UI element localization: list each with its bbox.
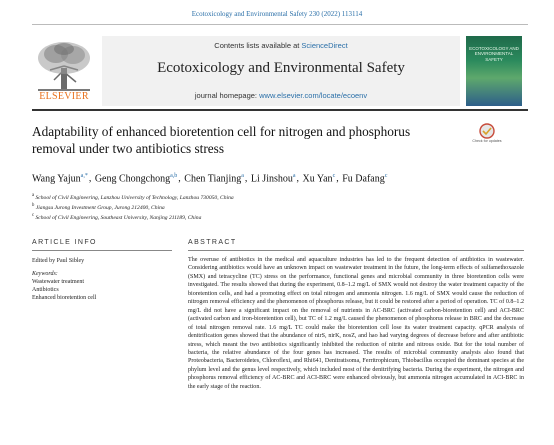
cover-title-text: ECOTOXICOLOGY AND ENVIRONMENTAL SAFETY (469, 46, 519, 62)
top-divider (32, 24, 528, 25)
abstract-text: The overuse of antibiotics in the medical and aquaculture industries has led to the frequent detection of antibiotics in wastewater. Considering antibiotics would have an unknown impact on wastewater treatment in the future, the long-term effects of sulfamethoxazole (SMX) and tetracycline (TC) stress on the performance, functional genes and microbial community in three bioretention cells were investigated. The results showed that during the experiment, 0.8–1.2 mg/L of SMX would not destroy the water treatment capacity of the bioretention cells, and had a promoting effect on total nitrogen and ammonia nitrogen. 1.6 mg/L of SMX would cause the reduction of nitrogen removal efficiency and the phenomenon of phosphorus release, but it could be restored after a period of operation. TC of 0.8–1.2 mg/L did not have a significant impact on the removal of nutrients in AC-BRC (activated carbon-bioretention cell) and ACI-BRC (activated carbon and iron-bioretention cell), but TC of 1.2 mg/L caused the phenomenon of phosphorus release in BRC and the decrease of total nitrogen removal rate. 1.6 mg/L TC could make the bioretention cell lose its water treatment capacity. qPCR analysis of denitrification genes showed that the abundance of nirS, nirK, nosZ, and hao had varying degrees of decrease before and after antibiotic stress, which meant the two antibiotics significantly inhibited the reduction of nitrite and nitrous oxide. But for the total number of bacteria, the relative abundance of the four genes has increased. The results of microbial community analysis also found that Proteobacteria, Bacteroidetes, Chloroflexi, and Rhi641, Denitratisoma, Ferritrophicum, Thiobacillus occupied the dominant species at the phylum level and the genus level respectively, which included most of the denitrifying bacteria. During the experiment, the nitrogen and phosphorus removal efficiency of AC-BRC and ACI-BRC were enhanced obviously, but ammonia nitrogen accumulated in ACI-BRC in the early stage of the reaction. (188, 257, 524, 390)
author-name[interactable]: Chen Tianjing (184, 173, 242, 185)
author-name[interactable]: Xu Yan (302, 173, 333, 185)
journal-homepage-line (102, 91, 460, 100)
affiliation-text: Jiangsu Jurong Investment Group, Jurong 212400, China (35, 204, 165, 211)
check-updates-icon (472, 121, 502, 149)
affiliation-marker: a (32, 193, 35, 198)
author-affil-marker[interactable]: a,b (170, 173, 178, 179)
check-updates-label: Check for updates (472, 139, 502, 143)
edited-by: Edited by Paul Sibley (32, 258, 85, 264)
header-divider (32, 109, 528, 111)
keywords-label: Keywords: (32, 271, 58, 277)
affiliation-item (32, 202, 512, 212)
homepage-prefix: journal homepage: (194, 91, 258, 100)
journal-homepage-link[interactable]: www.elsevier.com/locate/ecoenv (259, 91, 368, 100)
author-affil-marker[interactable]: a (292, 173, 296, 179)
affiliation-item (32, 212, 512, 222)
elsevier-wordmark[interactable]: ELSEVIER (39, 91, 89, 102)
author-list: Wang Yajun$^{a,*}$, Geng Chongchong$^{a,b}$, Chen Tianjing$^a$, Li Jinshou$^a$, Xu Yan$^c$, Fu Dafang$^c$ (32, 173, 388, 185)
author-affil-marker[interactable]: a (241, 173, 244, 179)
author-name[interactable]: Wang Yajun (32, 173, 81, 185)
abstract-divider (188, 250, 524, 251)
contents-prefix: Contents lists available at (214, 41, 300, 50)
author-affil-marker[interactable]: c (332, 173, 336, 179)
affiliation-marker: c (32, 212, 35, 218)
affiliation-text: School of Civil Engineering, Southeast University, Nanjing 211189, China (35, 214, 202, 221)
affiliation-item (32, 192, 512, 202)
keyword-item: Enhanced bioretention cell (32, 295, 97, 301)
journal-citation[interactable]: Ecotoxicology and Environmental Safety 230 (2022) 113114 (191, 10, 363, 18)
keyword-item: Antibiotics (32, 287, 59, 293)
article-title: Adaptability of enhanced bioretention cell for nitrogen and phosphorus removal under two antibiotics stress (32, 124, 411, 156)
affiliation-marker: b (32, 202, 35, 208)
sciencedirect-link[interactable]: ScienceDirect (301, 41, 348, 50)
keyword-item: Wastewater treatment (32, 279, 84, 285)
author-affil-marker[interactable]: a,* (80, 173, 88, 179)
article-info-body (32, 257, 172, 302)
article-info-divider (32, 250, 172, 251)
article-info-heading: ARTICLE INFO (32, 239, 97, 246)
affiliation-text: School of Civil Engineering, Lanzhou University of Technology, Lanzhou 730050, China (35, 194, 234, 201)
affiliation-list (32, 192, 512, 222)
journal-title[interactable]: Ecotoxicology and Environmental Safety (157, 60, 405, 76)
tree-icon (32, 40, 96, 92)
author-affil-marker[interactable]: c (384, 173, 388, 179)
check-for-updates-badge[interactable] (472, 121, 502, 149)
author-name[interactable]: Li Jinshou (250, 173, 293, 185)
author-name[interactable]: Fu Dafang (342, 173, 385, 185)
contents-line (102, 41, 460, 50)
author-name[interactable]: Geng Chongchong (94, 173, 171, 185)
abstract-heading: ABSTRACT (188, 239, 237, 246)
